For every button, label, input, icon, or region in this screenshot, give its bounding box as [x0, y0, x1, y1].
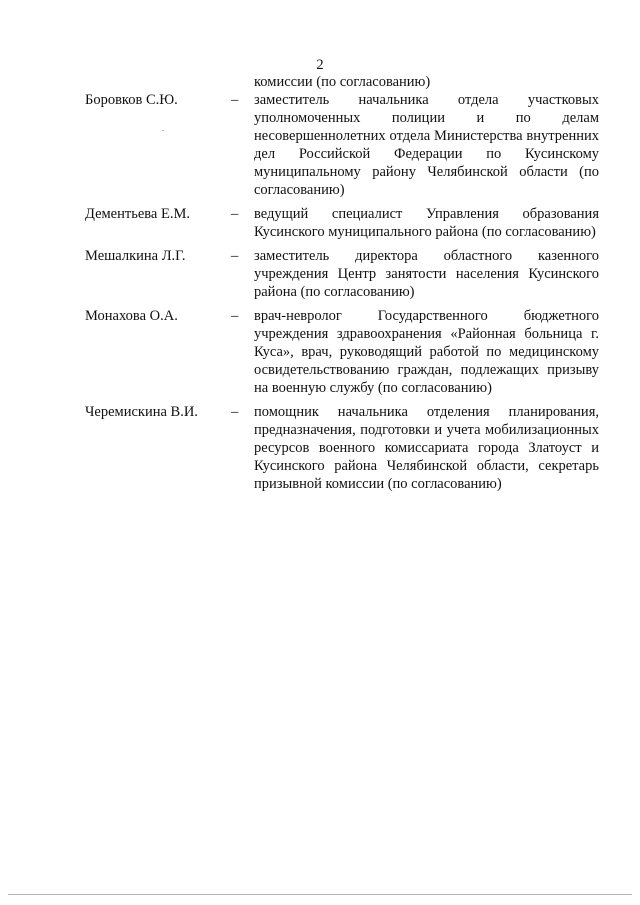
member-name: Монахова О.А. — [85, 308, 178, 324]
member-role: заместитель начальника отдела участковых уполномоченных полиции и по делам несовершеннолетних отдела Министерства внутренних дел Российской Федерации по Кусинскому муниципальному району Челябинской области (по согласованию) — [254, 92, 599, 198]
member-dash: – — [231, 206, 239, 222]
member-name: Боровков С.Ю. — [85, 92, 178, 108]
member-role: помощник начальника отделения планирования, предназначения, подготовки и учета мобилизационных ресурсов военного комиссариата города Златоуст и Кусинского района Челябинской области, секретарь призывной комиссии (по согласованию) — [254, 404, 599, 492]
member-name: Дементьева Е.М. — [85, 206, 190, 222]
member-entry — [0, 91, 640, 199]
member-name: Мешалкина Л.Г. — [85, 248, 186, 264]
member-dash: – — [231, 308, 239, 324]
commission-members-list — [0, 91, 640, 499]
member-entry — [0, 247, 640, 301]
member-dash: – — [231, 92, 239, 108]
member-entry — [0, 205, 640, 241]
bottom-edge-line — [8, 894, 632, 895]
member-dash: – — [231, 248, 239, 264]
member-role: заместитель директора областного казенного учреждения Центр занятости населения Кусинского района (по согласованию) — [254, 248, 599, 300]
continued-role-text: комиссии (по согласованию) — [254, 74, 431, 90]
member-entry — [0, 403, 640, 493]
member-name: Черемискина В.И. — [85, 404, 198, 420]
member-dash: – — [231, 404, 239, 420]
page-number: 2 — [316, 57, 324, 73]
member-entry — [0, 307, 640, 397]
member-role: врач-невролог Государственного бюджетного учреждения здравоохранения «Районная больница г. Куса», врач, руководящий работой по медицинскому освидетельствованию граждан, подлежащих призыву на военную службу (по согласованию) — [254, 308, 599, 396]
member-role: ведущий специалист Управления образования Кусинского муниципального района (по согласованию) — [254, 206, 599, 240]
